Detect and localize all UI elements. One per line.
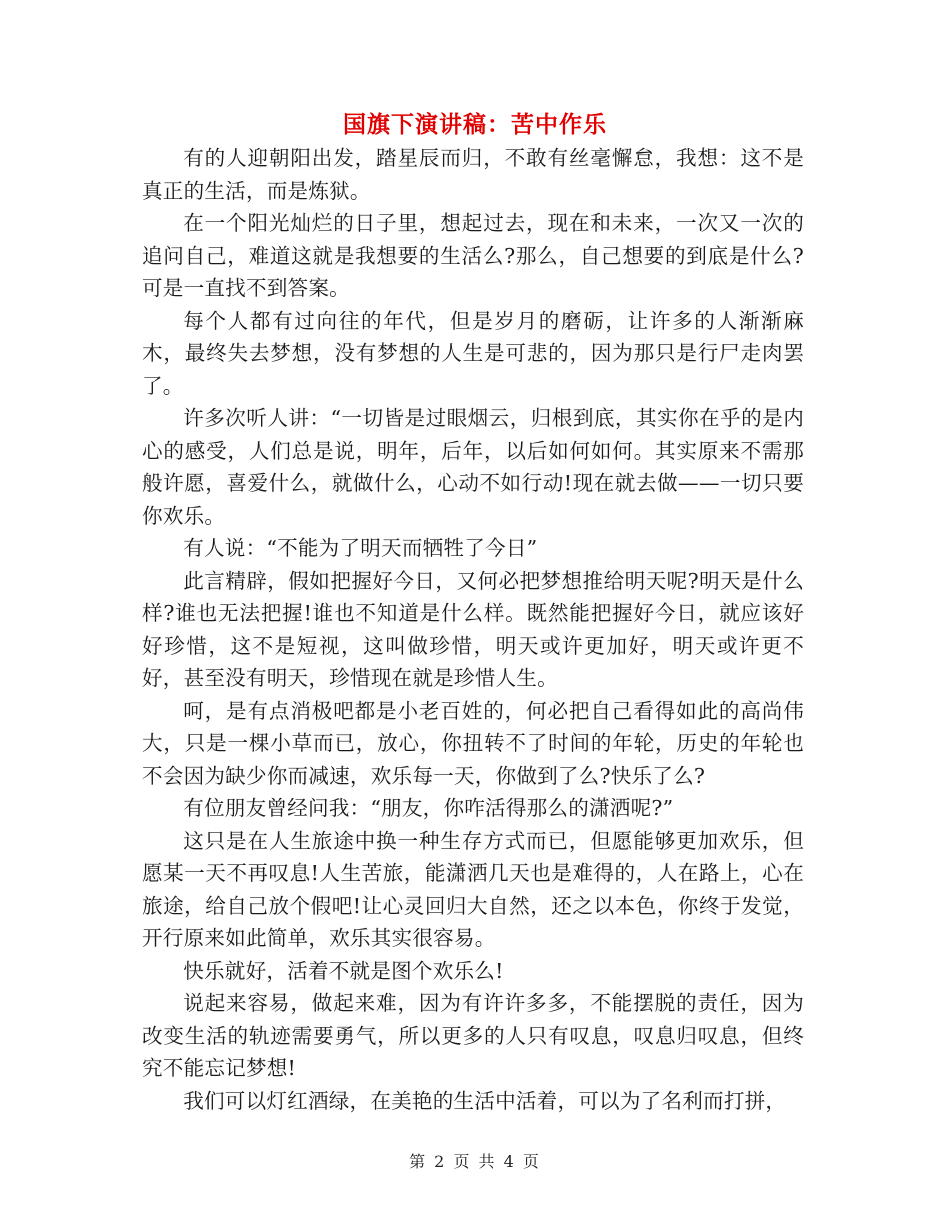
- paragraph: 许多次听人讲：“一切皆是过眼烟云，归根到底，其实你在乎的是内心的感受，人们总是说，明年，后年，以后如何如何。其实原来不需那般许愿，喜爱什么，就做什么，心动不如行动!现在就去做——一切只要你欢乐。: [142, 406, 804, 528]
- document-body: [142, 142, 804, 1117]
- paragraph: 我们可以灯红酒绿，在美艳的生活中活着，可以为了名利而打拼，: [183, 1088, 787, 1113]
- paragraph: 呵，是有点消极吧都是小老百姓的，何必把自己看得如此的高尚伟大，只是一棵小草而已，放心，你扭转不了时间的年轮，历史的年轮也不会因为缺少你而减速，欢乐每一天，你做到了么?快乐了么?: [142, 698, 804, 788]
- paragraph: 有位朋友曾经问我：“朋友，你咋活得那么的潇洒呢?”: [183, 796, 674, 820]
- document-title: 国旗下演讲稿：苦中作乐: [343, 112, 607, 138]
- paragraph: 快乐就好，活着不就是图个欢乐么!: [183, 958, 504, 983]
- paragraph: 有人说：“不能为了明天而牺牲了今日”: [183, 536, 538, 560]
- paragraph: 每个人都有过向往的年代，但是岁月的磨砺，让许多的人渐渐麻木，最终失去梦想，没有梦想的人生是可悲的，因为那只是行尸走肉罢了。: [142, 308, 804, 398]
- paragraph: 在一个阳光灿烂的日子里，想起过去，现在和未来，一次又一次的追问自己，难道这就是我想要的生活么?那么，自己想要的到底是什么?可是一直找不到答案。: [142, 211, 804, 300]
- paragraph: 这只是在人生旅途中换一种生存方式而已，但愿能够更加欢乐，但愿某一天不再叹息!人生苦旅，能潇洒几天也是难得的，人在路上，心在旅途，给自己放个假吧!让心灵回归大自然，还之以本色，你终于发觉，开行原来如此简单，欢乐其实很容易。: [142, 828, 804, 950]
- paragraph: 说起来容易，做起来难，因为有许许多多，不能摆脱的责任，因为改变生活的轨迹需要勇气，所以更多的人只有叹息，叹息归叹息，但终究不能忘记梦想!: [142, 991, 804, 1080]
- page-footer: 第 2 页 共 4 页: [409, 1152, 541, 1171]
- paragraph: 有的人迎朝阳出发，踏星辰而归，不敢有丝毫懈怠，我想：这不是真正的生活，而是炼狱。: [142, 146, 804, 203]
- paragraph: 此言精辟，假如把握好今日，又何必把梦想推给明天呢?明天是什么样?谁也无法把握!谁也不知道是什么样。既然能把握好今日，就应该好好珍惜，这不是短视，这叫做珍惜，明天或许更加好，明天或许更不好，甚至没有明天，珍惜现在就是珍惜人生。: [142, 568, 804, 690]
